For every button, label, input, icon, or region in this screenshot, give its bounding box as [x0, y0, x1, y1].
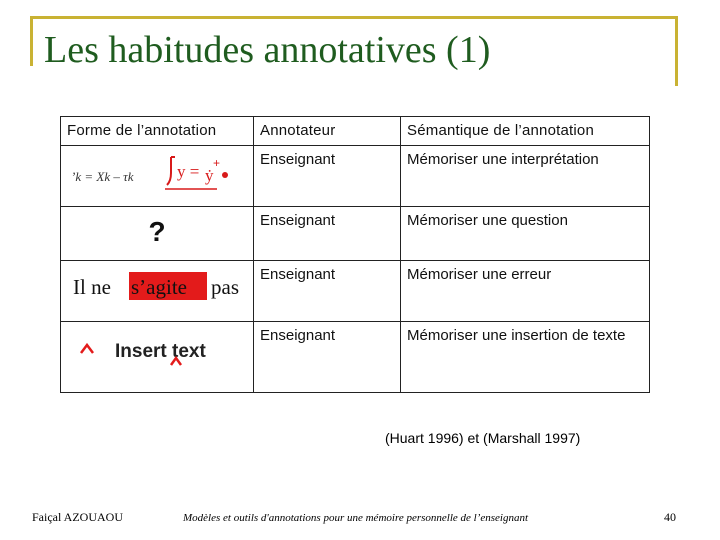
form-cell-insertion	[61, 322, 254, 393]
question-mark-icon: ?	[148, 216, 166, 247]
header-form: Forme de l’annotation	[61, 117, 254, 146]
semantics-cell: Mémoriser une interprétation	[401, 146, 650, 207]
annotator-cell: Enseignant	[254, 207, 401, 261]
annotator-cell: Enseignant	[254, 322, 401, 393]
svg-text:pas: pas	[211, 275, 239, 299]
insert-caret-text-icon	[67, 327, 247, 387]
table-row	[61, 146, 650, 207]
svg-text:ẏ: ẏ	[205, 166, 214, 185]
annotation-table	[60, 116, 650, 393]
annotator-cell: Enseignant	[254, 261, 401, 322]
table-row	[61, 322, 650, 393]
table-header-row	[61, 117, 650, 146]
highlighted-error-text-icon	[67, 266, 247, 316]
frame-right-line	[675, 16, 678, 86]
svg-text:+: +	[213, 156, 221, 170]
annotator-cell: Enseignant	[254, 146, 401, 207]
semantics-cell: Mémoriser une erreur	[401, 261, 650, 322]
svg-text:’k = Xk – τk: ’k = Xk – τk	[71, 169, 134, 184]
header-annotator: Annotateur	[254, 117, 401, 146]
header-semantics: Sémantique de l’annotation	[401, 117, 650, 146]
page-number: 40	[664, 510, 676, 524]
semantics-cell: Mémoriser une insertion de texte	[401, 322, 650, 393]
svg-text:Insert text: Insert text	[115, 341, 206, 362]
footer-author: Faiçal AZOUAOU	[32, 510, 123, 524]
form-cell-question	[61, 207, 254, 261]
footer-subtitle: Modèles et outils d'annotations pour une mémoire personnelle de l’enseignant	[183, 512, 529, 524]
slide-title: Les habitudes annotatives (1)	[44, 29, 491, 71]
reference-citation: (Huart 1996) et (Marshall 1997)	[385, 430, 581, 446]
math-formula-annotation-icon	[67, 151, 247, 201]
semantics-cell: Mémoriser une question	[401, 207, 650, 261]
svg-text:Il ne: Il ne	[73, 275, 111, 299]
form-cell-error	[61, 261, 254, 322]
frame-top-line	[30, 16, 678, 19]
form-cell-formula	[61, 146, 254, 207]
svg-text:y =: y =	[177, 162, 200, 181]
table-row	[61, 261, 650, 322]
svg-text:s’agite: s’agite	[131, 275, 187, 299]
frame-left-line	[30, 16, 33, 66]
table-row	[61, 207, 650, 261]
